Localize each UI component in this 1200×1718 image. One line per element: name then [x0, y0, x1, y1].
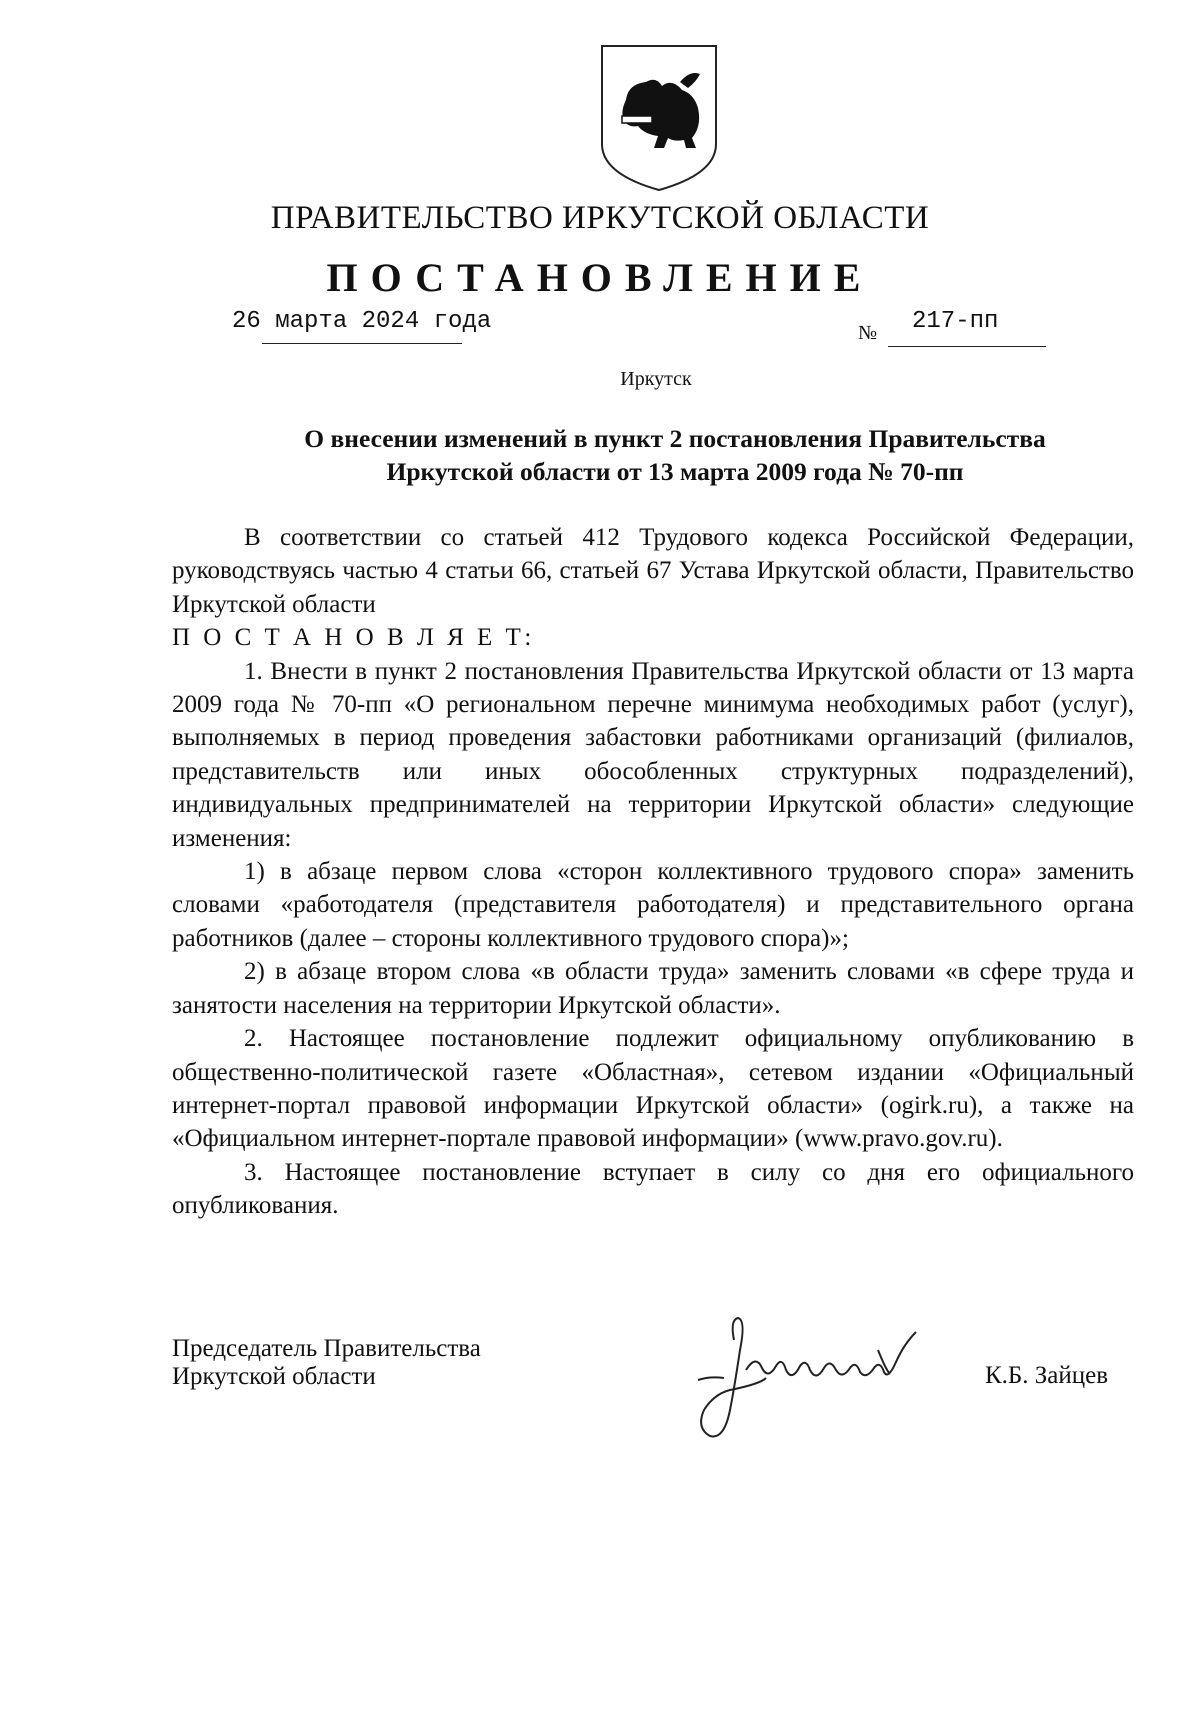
government-name: ПРАВИТЕЛЬСТВО ИРКУТСКОЙ ОБЛАСТИ [270, 200, 930, 236]
item-1-subitem-2: 2) в абзаце втором слова «в области труда» заменить словами «в сфере труда и занятости населения на территории Иркутской области». [172, 958, 1134, 1019]
handwritten-signature-icon [690, 1310, 950, 1460]
number-sign: № [858, 322, 878, 344]
item-1-subitem-1: 1) в абзаце первом слова «сторон коллективного трудового спора» заменить словами «работодателя (представителя работодателя) и представительного органа работников (далее – стороны коллективного трудового спора)»; [172, 858, 1134, 952]
signatory-position-line-1: Председатель Правительства [172, 1335, 481, 1362]
decree-word: П О С Т А Н О В Л Я Е Т: [172, 624, 535, 652]
signatory-position [172, 1335, 481, 1391]
city-name: Иркутск [620, 368, 692, 390]
document-type-title: ПОСТАНОВЛЕНИЕ [326, 255, 874, 300]
irkutsk-coat-of-arms-icon [598, 42, 720, 192]
subject-line-1: О внесении изменений в пункт 2 постановления Правительства [304, 424, 1046, 453]
preamble-paragraph: В соответствии со статьей 412 Трудового кодекса Российской Федерации, руководствуясь частью 4 статьи 66, статьей 67 Устава Иркутской области, Правительство Иркутской области [172, 524, 1134, 618]
item-1-paragraph: 1. Внести в пункт 2 постановления Правительства Иркутской области от 13 марта 2009 года № 70-пп «О региональном перечне минимума необходимых работ (услуг), выполняемых в период проведения забастовки работниками организаций (филиалов, представительств или иных обособленных структурных подразделений), индивидуальных предпринимателей на территории Иркутской области» следующие изменения: [172, 657, 1134, 852]
document-number: 217-пп [912, 308, 999, 335]
document-date: 26 марта 2024 года [232, 308, 492, 335]
number-underline [888, 346, 1046, 347]
date-underline [262, 343, 462, 344]
item-2-paragraph: 2. Настоящее постановление подлежит официальному опубликованию в общественно-политической газете «Областная», сетевом издании «Официальный интернет-портал правовой информации Иркутской области» (ogirk.ru), а также на «Официальном интернет-портале правовой информации» (www.pravo.gov.ru). [172, 1025, 1134, 1153]
subject-line-2: Иркутской области от 13 марта 2009 года № 70-пп [386, 457, 964, 486]
signatory-position-line-2: Иркутской области [172, 1363, 376, 1390]
item-3-paragraph: 3. Настоящее постановление вступает в силу со дня его официального опубликования. [172, 1158, 1134, 1220]
signatory-name: К.Б. Зайцев [985, 1362, 1109, 1389]
document-subject [150, 422, 1200, 488]
document-body [172, 521, 1134, 1223]
